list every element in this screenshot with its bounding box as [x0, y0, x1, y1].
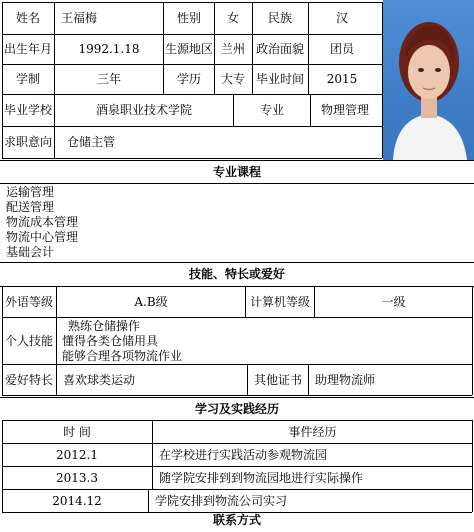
birth-value: 1992.1.18	[78, 41, 140, 56]
list-item: 能够合理各项物流作业	[62, 349, 183, 363]
grad-label: 毕业时间	[255, 71, 304, 86]
grad-value: 2015	[326, 71, 358, 86]
list-item: 基础会计	[6, 245, 55, 259]
table-row-time: 2014.12	[52, 493, 102, 508]
job-value: 仓储主管	[67, 134, 116, 149]
computer-value: 一级	[381, 294, 406, 309]
personal-skill-label: 个人技能	[4, 333, 53, 348]
cert-value: 助理物流师	[315, 372, 376, 387]
name-value: 王福梅	[61, 10, 98, 25]
school-value: 酒泉职业技术学院	[95, 102, 192, 117]
table-row-event: 学院安排到物流公司实习	[155, 493, 288, 508]
table-row-event: 在学校进行实践活动参观物流园	[159, 447, 328, 462]
portrait-icon	[383, 0, 474, 160]
origin-value: 兰州	[220, 41, 245, 56]
table-row-time: 2013.3	[56, 470, 98, 485]
table-row-event: 随学院安排到到物流园地进行实际操作	[159, 470, 364, 485]
personal-skill-list	[62, 319, 182, 364]
profile-photo	[383, 0, 474, 160]
lang-label: 外语等级	[4, 294, 53, 309]
politics-value: 团员	[329, 41, 354, 56]
education-label: 学历	[176, 71, 201, 86]
job-label: 求职意向	[3, 134, 52, 149]
list-item: 物流成本管理	[6, 215, 79, 229]
contact-title: 联系方式	[212, 513, 261, 527]
list-item: 运输管理	[6, 185, 55, 199]
list-item: 熟练仓储操作	[68, 319, 141, 333]
hobby-value: 喜欢球类运动	[63, 372, 136, 387]
course-list	[6, 185, 78, 260]
gender-label: 性别	[176, 10, 201, 25]
education-value: 大专	[220, 71, 245, 86]
major-label: 专业	[259, 102, 284, 117]
schooling-value: 三年	[96, 71, 121, 86]
col-time-header: 时 间	[63, 424, 91, 439]
cert-label: 其他证书	[253, 372, 302, 387]
list-item: 懂得各类仓储用具	[62, 334, 159, 348]
name-label: 姓名	[15, 10, 40, 25]
table-row-time: 2012.1	[56, 447, 98, 462]
origin-label: 生源地区	[164, 41, 213, 56]
school-label: 毕业学校	[3, 102, 52, 117]
courses-title: 专业课程	[212, 164, 261, 179]
list-item: 配送管理	[6, 200, 55, 214]
schooling-label: 学制	[15, 71, 40, 86]
hobby-label: 爱好特长	[4, 372, 53, 387]
lang-value: A.B级	[134, 294, 168, 309]
col-event-header: 事件经历	[288, 424, 337, 439]
gender-value: 女	[226, 10, 239, 25]
birth-label: 出生年月	[3, 41, 52, 56]
ethnicity-value: 汉	[335, 10, 348, 25]
list-item: 物流中心管理	[6, 230, 79, 244]
major-value: 物理管理	[320, 102, 369, 117]
experience-title: 学习及实践经历	[194, 401, 279, 416]
computer-label: 计算机等级	[249, 294, 310, 309]
politics-label: 政治面貌	[255, 41, 304, 56]
ethnicity-label: 民族	[267, 10, 292, 25]
skills-title: 技能、特长或爱好	[188, 266, 285, 281]
